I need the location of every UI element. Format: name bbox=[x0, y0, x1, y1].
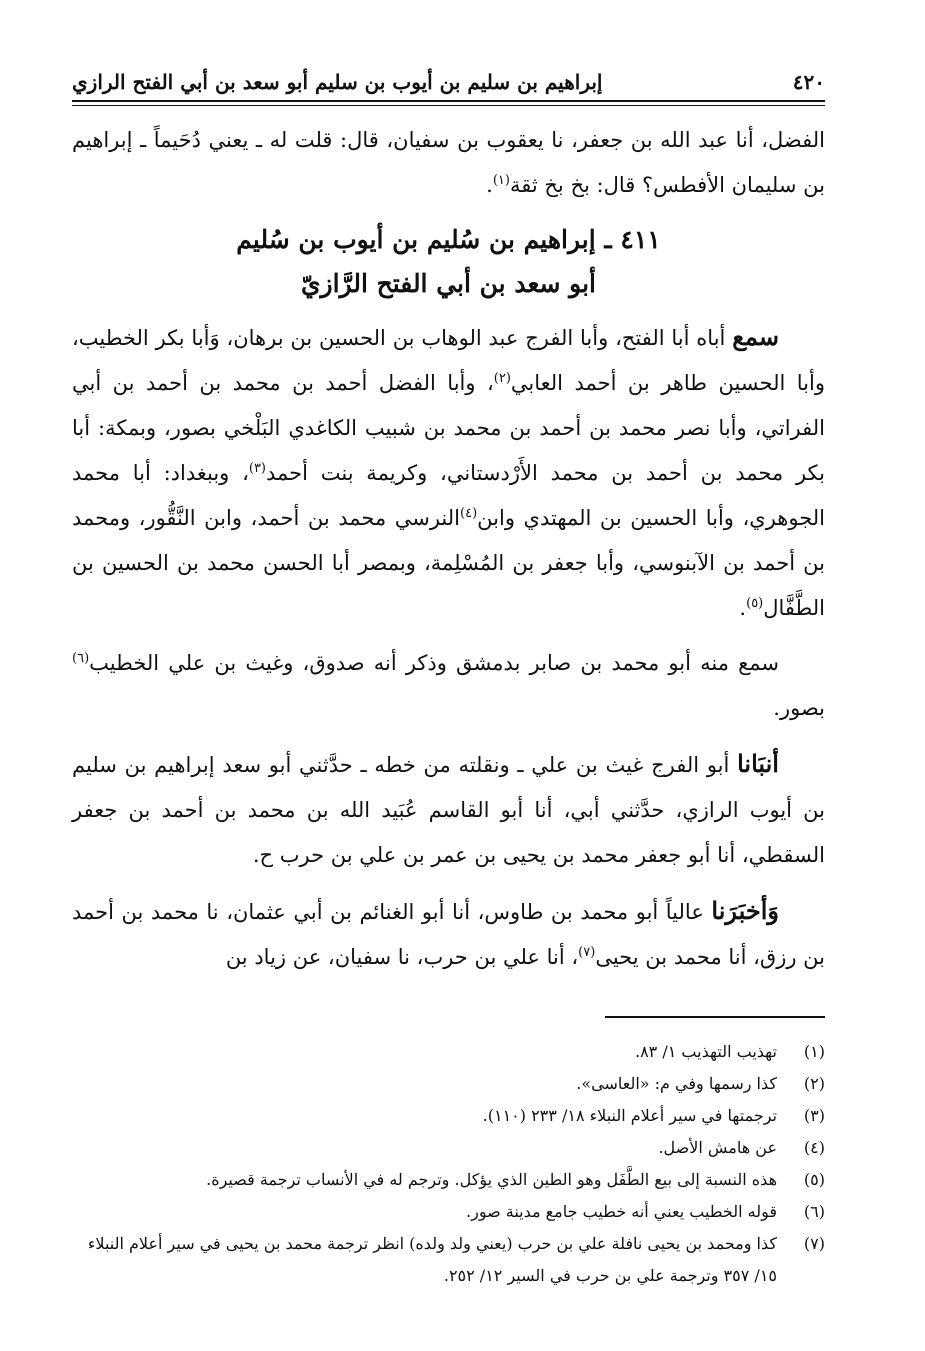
footnote-text: تهذيب التهذيب ١/ ٨٣. bbox=[634, 1042, 777, 1061]
paragraph-text: ، وببغداد: أبا محمد الجوهري، وأبا الحسين بن المهتدي وابن bbox=[72, 461, 825, 530]
page-header bbox=[72, 58, 825, 98]
footnote-text: كذا ومحمد بن يحيى نافلة علي بن حرب (يعني ولد ولده) انظر ترجمة محمد بن يحيى في سير أعلام النبلاء ١٥/ ٣٥٧ وترجمة علي بن حرب في السير ١٢/ ٢٥٢. bbox=[87, 1234, 777, 1285]
footnote-item bbox=[72, 1100, 825, 1132]
running-title: إبراهيم بن سليم بن أيوب بن سليم أبو سعد بن أبي الفتح الرازي bbox=[72, 70, 603, 94]
paragraph-isnad-1 bbox=[72, 741, 825, 878]
paragraph-text: . bbox=[739, 596, 747, 620]
paragraph-text: . bbox=[486, 173, 493, 197]
paragraph-text: أباه أبا الفتح، وأبا الفرج عبد الوهاب بن الحسين بن برهان، وَأبا بكر الخطيب، وأبا الحسين طاهر بن أحمد العابي bbox=[72, 326, 825, 395]
footnote-ref: (٦) bbox=[72, 651, 90, 666]
footnote-ref: (٣) bbox=[248, 461, 266, 476]
footnote-text: قوله الخطيب يعني أنه خطيب جامع مدينة صور. bbox=[466, 1202, 777, 1221]
footnote-number: (٣) bbox=[803, 1106, 825, 1125]
footnote-item bbox=[72, 1036, 825, 1068]
paragraph-text: عالياً أبو محمد بن طاوس، أنا أبو الغنائم بن أبي عثمان، نا محمد بن أحمد بن رزق، أنا محمد بن يحيى bbox=[72, 900, 825, 969]
footnote-text: ترجمتها في سير أعلام النبلاء ١٨/ ٢٣٣ (١١٠). bbox=[482, 1106, 777, 1125]
footnote-separator bbox=[605, 1016, 825, 1018]
paragraph-students bbox=[72, 641, 825, 731]
footnote-item bbox=[72, 1164, 825, 1196]
paragraph-continuation bbox=[72, 118, 825, 208]
page-number: ٤٢٠ bbox=[792, 70, 825, 94]
paragraph-text: بصور. bbox=[773, 696, 825, 720]
footnote-text: عن هامش الأصل. bbox=[658, 1138, 777, 1157]
footnote-number: (٦) bbox=[803, 1202, 825, 1221]
paragraph-isnad-2 bbox=[72, 888, 825, 980]
header-rule-thin bbox=[72, 105, 825, 106]
footnote-ref: (٤) bbox=[460, 506, 478, 521]
footnote-number: (٥) bbox=[803, 1170, 825, 1189]
lead-word: أنبَانا bbox=[737, 749, 779, 778]
footnote-number: (٤) bbox=[803, 1138, 825, 1157]
footnote-item bbox=[72, 1132, 825, 1164]
footnotes bbox=[72, 1036, 825, 1292]
footnote-ref: (٥) bbox=[746, 596, 764, 611]
footnote-text: هذه النسبة إلى بيع الطَّفَل وهو الطين الذي يؤكل. وترجم له في الأنساب ترجمة قصيرة. bbox=[206, 1170, 777, 1189]
entry-title-line-2: أبو سعد بن أبي الفتح الرَّازيّ bbox=[300, 269, 597, 298]
footnote-item bbox=[72, 1228, 825, 1292]
paragraph-text: ، وأبا الفضل أحمد بن محمد بن أحمد بن أبي الفراتي، وأبا نصر محمد بن أحمد بن محمد بن شبيب الكاغدي البَلْخي بصور، وبمكة: أبا بكر محمد بن أحمد بن محمد الأَرْدستاني، وكريمة بنت أحمد bbox=[72, 371, 825, 485]
lead-word: وَأخبَرَنا bbox=[711, 896, 779, 925]
paragraph-text: أبو الفرج غيث بن علي ـ ونقلته من خطه ـ حدَّثني أبو سعد إبراهيم بن سليم بن أيوب الرازي، حدَّثني أبي، أنا أبو القاسم عُبَيد الله بن محمد بن أحمد بن جعفر السقطي، أنا أبو جعفر محمد بن يحيى بن عمر بن علي بن حرب ح. bbox=[72, 753, 826, 867]
paragraph-teachers bbox=[72, 314, 825, 631]
paragraph-text: ، أنا علي بن حرب، نا سفيان، عن زياد بن bbox=[225, 945, 579, 969]
entry-title-line-1: ٤١١ ـ إبراهيم بن سُليم بن أيوب بن سُليم bbox=[236, 225, 661, 254]
paragraph-text: سمع منه أبو محمد بن صابر بدمشق وذكر أنه صدوق، وغيث بن علي الخطيب bbox=[89, 651, 779, 675]
paragraph-text: النرسي محمد بن أحمد، وابن النَّقُّور، ومحمد بن أحمد بن الآبنوسي، وأبا جعفر بن المُسْلِمة، وبمصر أبا الحسن محمد بن الحسين بن الطَّفَّال bbox=[72, 506, 825, 620]
footnote-text: كذا رسمها وفي م: «العاسى». bbox=[576, 1074, 777, 1093]
paragraph-text: الفضل، أنا عبد الله بن جعفر، نا يعقوب بن سفيان، قال: قلت له ـ يعني دُحَيماً ـ إبراهيم بن سليمان الأفطس؟ قال: بخ بخ ثقة bbox=[72, 128, 825, 197]
footnote-ref: (٢) bbox=[493, 371, 511, 386]
page-body bbox=[72, 118, 825, 980]
footnote-number: (٢) bbox=[803, 1074, 825, 1093]
footnote-item bbox=[72, 1196, 825, 1228]
lead-word: سمع bbox=[732, 322, 779, 351]
entry-title bbox=[72, 218, 825, 306]
footnote-number: (٧) bbox=[803, 1234, 825, 1253]
footnote-ref: (٧) bbox=[578, 945, 596, 960]
footnote-ref: (١) bbox=[492, 173, 510, 188]
footnote-number: (١) bbox=[803, 1042, 825, 1061]
header-rule bbox=[72, 100, 825, 102]
footnote-item bbox=[72, 1068, 825, 1100]
